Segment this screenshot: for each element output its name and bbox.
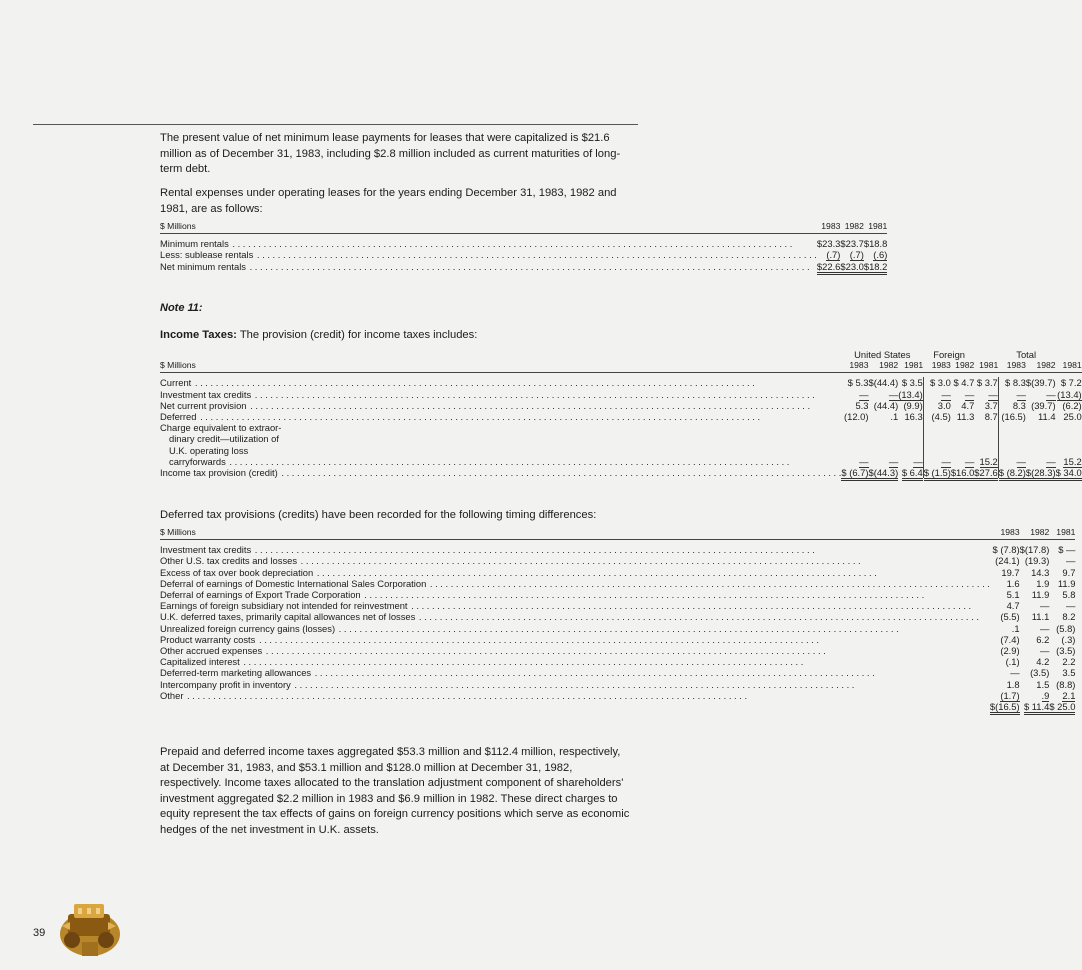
cell: — (1066, 555, 1076, 567)
cell (951, 445, 974, 456)
cell (951, 422, 974, 433)
total-cell: $ 11.4 (1024, 701, 1049, 715)
cell (923, 433, 951, 444)
table-row (160, 589, 1075, 600)
table-row (160, 238, 887, 249)
cell: $18.8 (863, 238, 888, 250)
cell: $22.6 (817, 261, 840, 275)
income-taxes-intro (160, 328, 630, 344)
cell: 5.3 (855, 399, 869, 411)
cell: $ (6.7) (841, 467, 868, 478)
income-taxes-heading: Income Taxes: (160, 329, 237, 341)
deferred-unit: $ Millions (160, 527, 990, 540)
table-row (160, 544, 1075, 555)
cell: 5.8 (1062, 589, 1076, 601)
cell: — (998, 389, 1026, 400)
year-header: 1981 (1049, 527, 1075, 540)
year-header: 1983 (923, 360, 951, 373)
cell: $ 6.4 (898, 467, 923, 478)
row-label: Deferred-term marketing allowances . . . (160, 667, 990, 678)
cell: 1.5 (1036, 678, 1050, 690)
cell: — (859, 455, 869, 467)
cell: 4.7 (961, 399, 975, 411)
cell: (24.1) (995, 555, 1020, 567)
cell: — (888, 455, 899, 467)
table-row (160, 400, 1082, 411)
cell: 8.3 (998, 400, 1026, 411)
engine-illustration-icon (54, 896, 124, 962)
cell: $16.0 (951, 467, 974, 478)
row-label: Investment tax credits . . . (160, 544, 990, 555)
cell: $(17.8) (1019, 544, 1050, 556)
row-label: Less: sublease rentals . . . (160, 249, 817, 260)
cell: (8.8) (1056, 678, 1076, 690)
table-row (160, 623, 1075, 634)
rental-unit: $ Millions (160, 221, 817, 234)
cell: $ — (1058, 544, 1076, 556)
cell (841, 433, 868, 444)
income-taxes-intro-text: The provision (credit) for income taxes includes: (239, 329, 478, 341)
cell: $23.0 (840, 261, 863, 275)
year-header: 1981 (1056, 360, 1082, 373)
table-row (160, 377, 1082, 388)
cell: (.6) (873, 249, 888, 261)
cell (869, 422, 899, 433)
cell (1056, 422, 1082, 433)
cell: 11.1 (1031, 611, 1050, 623)
year-header: 1983 (998, 360, 1026, 373)
table-row (160, 567, 1075, 578)
rental-intro-paragraph: Rental expenses under operating leases for the years ending December 31, 1983, 1982 and 1981, are as follows: (160, 187, 617, 215)
cell (974, 433, 998, 444)
deferred-intro-paragraph: Deferred tax provisions (credits) have been recorded for the following timing differences: (160, 509, 597, 521)
table-row (160, 611, 1075, 622)
table-row (160, 679, 1075, 690)
cell (1026, 433, 1056, 444)
cell: .1 (890, 411, 899, 423)
cell: — (913, 455, 923, 467)
cell (869, 433, 899, 444)
table-row (160, 445, 1082, 456)
cell (841, 445, 868, 456)
cell: — (1039, 645, 1050, 657)
row-label: Deferral of earnings of Export Trade Corporation . . . (160, 589, 990, 600)
cell: (2.9) (1000, 645, 1020, 657)
cell: (.7) (849, 249, 864, 261)
cell: — (1039, 622, 1050, 634)
row-label: Investment tax credits . . . (160, 389, 841, 400)
row-label: Deferred . . . (160, 411, 841, 422)
cell: — (859, 388, 869, 400)
cell: — (888, 388, 899, 400)
cell: (3.5) (1056, 645, 1076, 657)
total-cell: $ 25.0 (1049, 701, 1075, 715)
row-label: Excess of tax over book depreciation . . . (160, 567, 990, 578)
row-label: Charge equivalent to extraor- (160, 422, 282, 434)
rental-table (160, 221, 887, 272)
cell: 3.5 (1062, 667, 1076, 679)
group-header: Total (1016, 349, 1037, 360)
year-header: 1982 (1020, 527, 1050, 540)
year-header: 1983 (841, 360, 868, 373)
row-label: Intercompany profit in inventory . . . (160, 679, 990, 690)
row-label: Net minimum rentals . . . (160, 261, 817, 272)
row-label: Earnings of foreign subsidiary not intended for reinvestment . . . (160, 600, 990, 611)
cell: 9.7 (1062, 566, 1076, 578)
table-row (160, 645, 1075, 656)
cell: (13.4) (1057, 388, 1082, 400)
cell: $ 4.7 (953, 377, 975, 389)
cell: $(28.3) (1026, 467, 1056, 478)
cell: $ 3.5 (901, 377, 923, 389)
cell: 1.8 (1006, 678, 1020, 690)
cell: $ 8.3 (998, 377, 1026, 388)
cell: 8.2 (1062, 611, 1076, 623)
cell: (19.3) (1024, 555, 1050, 567)
cell (951, 433, 974, 444)
top-rule (33, 124, 638, 125)
year-header: 1981 (898, 360, 923, 373)
cell: (13.4) (898, 388, 923, 400)
cell: — (1046, 388, 1056, 400)
cell: $18.2 (864, 261, 887, 275)
table-row (160, 555, 1075, 566)
table-row (160, 261, 887, 272)
table-row (160, 578, 1075, 589)
cell: 4.7 (1006, 600, 1020, 612)
row-label: Capitalized interest . . . (160, 656, 990, 667)
deferred-table (160, 527, 1075, 712)
cell: 3.7 (984, 399, 998, 411)
cell (1056, 433, 1082, 444)
cell: $(44.3) (869, 467, 899, 478)
prepaid-taxes-paragraph: Prepaid and deferred income taxes aggregated $53.3 million and $112.4 million, respectively, at December 31, 1983, and $53.1 million and $128.0 million at December 31, 1982, respectively. Income taxes allocated to the translation adjustment component of shareholders' investment aggregated $2.2 million in 1983 and $6.9 million in 1982. These direct charges to equity represent the tax effects of gains on foreign currency positions which serve as economic hedges of the net investment in U.K. assets. (160, 746, 630, 836)
cell: (7.4) (1000, 633, 1020, 645)
table-row (160, 389, 1082, 400)
cell: (44.4) (873, 399, 899, 411)
row-label: Minimum rentals . . . (160, 238, 817, 249)
cell (869, 445, 899, 456)
cell: 4.2 (1036, 656, 1050, 668)
cell: .9 (1041, 689, 1050, 701)
cell: (12.0) (844, 411, 869, 423)
cell: 11.3 (956, 411, 975, 423)
table-row (160, 433, 1082, 444)
group-header: Foreign (933, 349, 966, 360)
cell: — (964, 455, 975, 467)
table-row (160, 667, 1075, 678)
cell: $ 7.2 (1060, 377, 1082, 389)
cell: 19.7 (1001, 566, 1020, 578)
note-title: Note 11: (160, 302, 203, 314)
cell (898, 433, 923, 444)
table-row (160, 690, 1075, 701)
cell: — (964, 388, 975, 400)
cell: — (923, 456, 951, 467)
cell (898, 445, 923, 456)
group-header: United States (854, 349, 911, 360)
cell: 3.0 (923, 400, 951, 411)
cell: 11.4 (1038, 411, 1056, 423)
cell: (4.5) (923, 411, 951, 422)
cell: $(44.4) (868, 377, 899, 389)
total-cell: $(16.5) (990, 701, 1020, 715)
table-row (160, 456, 1082, 467)
year-header: 1982 (951, 360, 974, 373)
cell: $23.3 (816, 238, 841, 250)
cell: (5.8) (1056, 622, 1076, 634)
cell (923, 422, 951, 433)
cell: $ 5.3 (847, 377, 869, 389)
year-header: 1982 (869, 360, 899, 373)
cell: 1.6 (1006, 577, 1020, 589)
cell (998, 433, 1026, 444)
provision-table (160, 349, 1082, 478)
cell: $ (7.8) (992, 544, 1020, 556)
cell: $27.6 (974, 467, 998, 478)
cell (974, 445, 998, 456)
table-row (160, 467, 1082, 478)
cell: 1.9 (1036, 577, 1050, 589)
row-label: Deferral of earnings of Domestic International Sales Corporation . . . (160, 578, 990, 589)
rental-year: 1981 (864, 221, 887, 234)
cell: $23.7 (840, 238, 864, 250)
cell: — (923, 389, 951, 400)
cell: $ (1.5) (923, 467, 951, 478)
row-label: U.K. deferred taxes, primarily capital allowances net of losses . . . (160, 611, 990, 622)
year-header: 1982 (1026, 360, 1056, 373)
cell: (1.7) (1000, 689, 1020, 701)
table-row (160, 600, 1075, 611)
rental-year: 1982 (840, 221, 863, 234)
cell: $ 3.7 (976, 377, 998, 389)
cell (841, 422, 868, 433)
cell (1056, 445, 1082, 456)
cell: 16.3 (904, 411, 923, 423)
cell: (9.9) (903, 399, 923, 411)
cell: $(39.7) (1025, 377, 1056, 389)
cell: (3.5) (1030, 667, 1050, 679)
cell: $ 34.0 (1056, 467, 1082, 478)
provision-unit: $ Millions (160, 360, 841, 373)
cell: 14.3 (1031, 566, 1050, 578)
row-label: Current . . . (160, 377, 841, 388)
cell: 11.9 (1057, 577, 1076, 589)
row-label: Other . . . (160, 690, 990, 701)
year-header: 1983 (990, 527, 1020, 540)
cell: .1 (1011, 622, 1020, 634)
lease-paragraph: The present value of net minimum lease payments for leases that were capitalized is $21.6 million as of December 31, 1983, including $2.8 million included as current maturities of long-term debt. (160, 132, 621, 175)
cell (998, 422, 1026, 433)
row-label: Net current provision . . . (160, 400, 841, 411)
cell: 15.2 (979, 455, 998, 467)
row-label: U.K. operating loss (169, 444, 249, 456)
row-label: Product warranty costs . . . (160, 634, 990, 645)
table-row (160, 422, 1082, 433)
page-number: 39 (33, 927, 46, 939)
cell (1026, 422, 1056, 433)
cell: (.3) (1061, 633, 1076, 645)
cell: 6.2 (1036, 633, 1050, 645)
cell: 15.2 (1063, 455, 1082, 467)
cell: — (988, 388, 998, 400)
cell: — (1039, 600, 1050, 612)
cell (923, 445, 951, 456)
cell (1026, 445, 1056, 456)
table-row (160, 634, 1075, 645)
cell: (.1) (1005, 656, 1020, 668)
cell (898, 422, 923, 433)
table-row (160, 656, 1075, 667)
row-label: dinary credit—utilization of (169, 433, 279, 445)
cell: $ (8.2) (998, 467, 1026, 478)
cell: 2.2 (1062, 656, 1076, 668)
cell: (6.2) (1062, 399, 1082, 411)
year-header: 1981 (974, 360, 998, 373)
cell: (39.7) (1031, 399, 1056, 411)
cell: (5.5) (1000, 611, 1020, 623)
table-row (160, 411, 1082, 422)
row-label: carryforwards . . . (160, 456, 841, 467)
cell (974, 422, 998, 433)
cell: 2.1 (1062, 689, 1076, 701)
table-row (160, 249, 887, 260)
cell: — (1046, 455, 1056, 467)
cell: 5.1 (1006, 589, 1020, 601)
cell: — (998, 456, 1026, 467)
total-row (160, 701, 1075, 712)
cell: — (1066, 600, 1076, 612)
cell: (.7) (826, 249, 841, 261)
cell: — (1010, 667, 1020, 679)
cell: 8.7 (984, 411, 998, 423)
cell: 11.9 (1031, 589, 1050, 601)
cell: $ 3.0 (923, 377, 951, 388)
row-label: Other accrued expenses . . . (160, 645, 990, 656)
row-label: Income tax provision (credit) . . . (160, 467, 841, 478)
cell: 25.0 (1063, 411, 1082, 423)
rental-year: 1983 (817, 221, 840, 234)
cell: (16.5) (998, 411, 1026, 422)
row-label: Unrealized foreign currency gains (losses) . . . (160, 623, 990, 634)
row-label: Other U.S. tax credits and losses . . . (160, 555, 990, 566)
cell (998, 445, 1026, 456)
